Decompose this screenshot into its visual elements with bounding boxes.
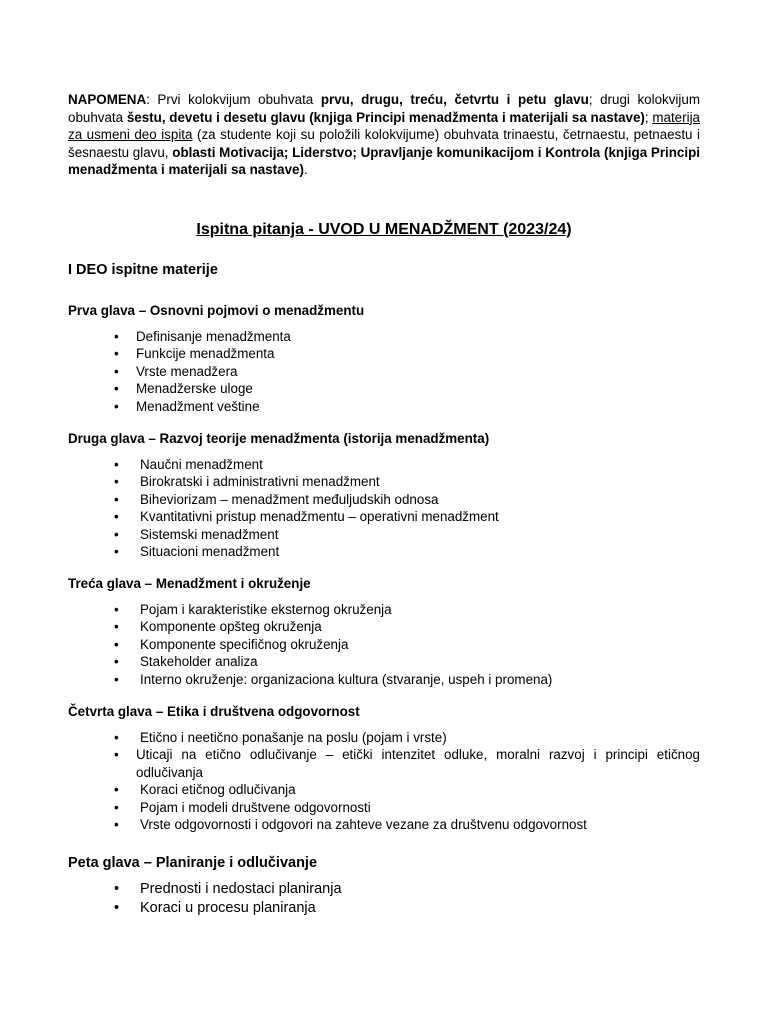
list-item: • Koraci u procesu planiranja (114, 900, 316, 916)
list-item: • Koraci etičnog odlučivanja (114, 782, 296, 798)
bullet-icon: • (114, 730, 119, 745)
bullet-icon: • (114, 799, 119, 815)
bullet-icon: • (114, 509, 119, 525)
list-item: • Biheviorizam – menadžment međuljudskih odnosa (114, 491, 439, 507)
list-item: • Vrste odgovornosti i odgovori na zahteve vezane za društvenu odgovornost (114, 817, 587, 833)
bullet-icon: • (114, 602, 119, 617)
list-item: • Komponente opšteg okruženja (114, 619, 322, 635)
list-item: • Interno okruženje: organizaciona kultura (stvaranje, uspeh i promena) (114, 671, 553, 687)
note-segment: . (303, 162, 308, 177)
document-page (68, 0, 700, 1024)
chapter-2 (68, 430, 700, 560)
chapter-title: Peta glava – Planiranje i odlučivanje (68, 855, 318, 871)
note-segment: (za studente koji su položili kolokvijume) obuhvata trinaestu, četrnaestu, petnaestu i šesnaestu glavu, (68, 127, 700, 160)
part-heading: I DEO ispitne materije (68, 262, 218, 278)
chapter-item-list (68, 729, 700, 833)
bullet-icon: • (114, 381, 119, 397)
note-segment: ; (644, 109, 653, 125)
bullet-icon: • (114, 329, 119, 344)
note-segment: ; drugi kolokvijum obuhvata (68, 92, 700, 125)
bullet-icon: • (114, 654, 119, 670)
list-item: • Prednosti i nedostaci planiranja (114, 881, 342, 897)
note-segment: prvu, drugu, treću, četvrtu i petu glavu (320, 92, 589, 107)
list-item: • Birokratski i administrativni menadžment (114, 474, 380, 490)
list-item: • Naučni menadžment (114, 457, 263, 472)
chapter-3 (68, 575, 700, 688)
note-label: NAPOMENA (68, 92, 147, 107)
chapter-item-list (68, 880, 700, 918)
note-text (68, 92, 700, 177)
bullet-icon: • (114, 900, 120, 916)
bullet-icon: • (114, 671, 119, 687)
chapter-title: Druga glava – Razvoj teorije menadžmenta (istorija menadžmenta) (68, 431, 490, 446)
note-segment: materija za usmeni deo ispita (68, 109, 700, 142)
list-item: • Uticaji na etično odlučivanje – etički intenzitet odluke, moralni razvoj i principi etičnog odlučivanja (114, 747, 700, 780)
page-title: Ispitna pitanja - UVOD U MENADŽMENT (2023/24) (196, 221, 572, 238)
chapter-1 (68, 302, 700, 415)
list-item: • Stakeholder analiza (114, 654, 258, 670)
chapter-item-list (68, 328, 700, 415)
chapter-title: Treća glava – Menadžment i okruženje (68, 576, 311, 591)
list-item: • Etično i neetično ponašanje na poslu (pojam i vrste) (114, 730, 447, 745)
bullet-icon: • (114, 881, 120, 897)
chapter-item-list (68, 601, 700, 688)
list-item: • Funkcije menadžmenta (114, 346, 275, 362)
note-segment: šestu, devetu i desetu glavu (knjiga Principi menadžmenta i materijali sa nastave) (126, 109, 645, 125)
bullet-icon: • (114, 544, 119, 560)
chapter-5 (68, 855, 700, 918)
list-item: • Pojam i karakteristike eksternog okruženja (114, 602, 392, 617)
bullet-icon: • (114, 491, 119, 507)
bullet-icon: • (114, 636, 119, 652)
bullet-icon: • (114, 346, 119, 362)
bullet-icon: • (114, 782, 119, 798)
list-item: • Kvantitativni pristup menadžmentu – operativni menadžment (114, 509, 499, 525)
bullet-icon: • (114, 457, 119, 472)
list-item: • Situacioni menadžment (114, 544, 280, 560)
chapter-title: Prva glava – Osnovni pojmovi o menadžmentu (68, 303, 365, 318)
bullet-icon: • (114, 747, 119, 763)
chapter-item-list (68, 456, 700, 560)
list-item: • Definisanje menadžmenta (114, 329, 291, 344)
bullet-icon: • (114, 474, 119, 490)
bullet-icon: • (114, 398, 119, 414)
note-segment: oblasti Motivacija; Liderstvo; Upravljanje komunikacijom i Kontrola (knjiga Principi menadžmenta i materijali sa nastave) (68, 144, 700, 177)
chapter-4 (68, 703, 700, 833)
list-item: • Pojam i modeli društvene odgovornosti (114, 799, 371, 815)
bullet-icon: • (114, 363, 119, 379)
bullet-icon: • (114, 619, 119, 635)
exam-note (68, 91, 700, 179)
list-item: • Komponente specifičnog okruženja (114, 636, 349, 652)
bullet-icon: • (114, 526, 119, 542)
list-item: • Sistemski menadžment (114, 526, 279, 542)
list-item: • Vrste menadžera (114, 363, 238, 379)
chapter-title: Četvrta glava – Etika i društvena odgovornost (68, 704, 360, 719)
list-item: • Menadžerske uloge (114, 381, 253, 397)
bullet-icon: • (114, 817, 119, 833)
note-segment: : Prvi kolokvijum obuhvata (146, 92, 321, 107)
list-item: • Menadžment veštine (114, 398, 260, 414)
